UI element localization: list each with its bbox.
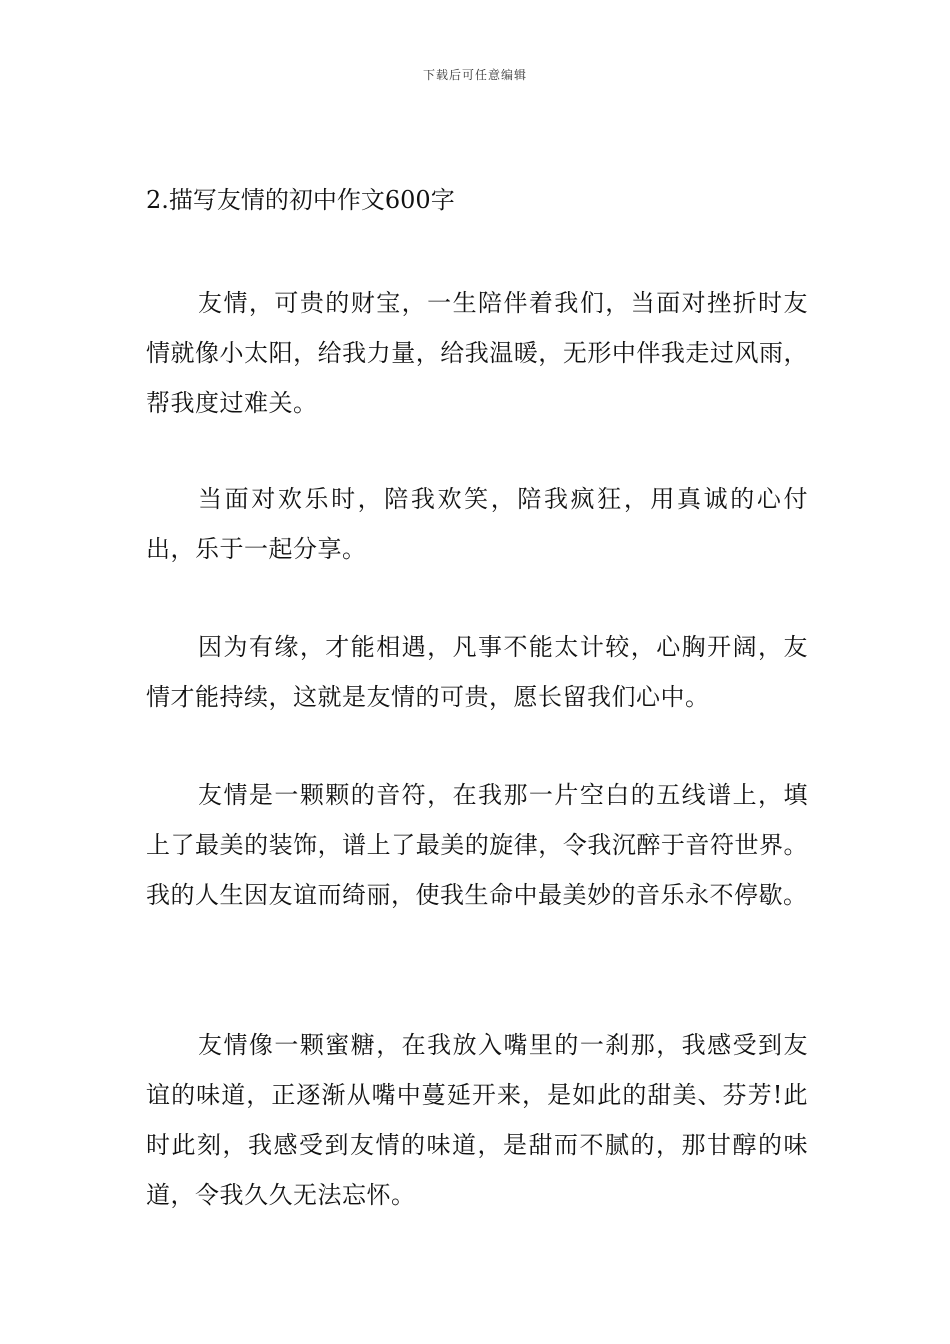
article-paragraph: 友情像一颗蜜糖，在我放入嘴里的一刹那，我感受到友谊的味道，正逐渐从嘴中蔓延开来，是如此的甜美、芬芳!此时此刻，我感受到友情的味道，是甜而不腻的，那甘醇的味道，令我久久无法忘怀。 (146, 1031, 808, 1209)
article-paragraph: 友情是一颗颗的音符，在我那一片空白的五线谱上，填上了最美的装饰，谱上了最美的旋律，令我沉醉于音符世界。我的人生因友谊而绮丽，使我生命中最美妙的音乐永不停歇。 (146, 781, 808, 909)
page-header-note: 下载后可任意编辑 (422, 68, 527, 82)
article-title: 2.描写友情的初中作文600字 (146, 186, 455, 214)
article-paragraph: 友情，可贵的财宝，一生陪伴着我们，当面对挫折时友情就像小太阳，给我力量，给我温暖，无形中伴我走过风雨，帮我度过难关。 (146, 289, 808, 417)
article-paragraph: 当面对欢乐时，陪我欢笑，陪我疯狂，用真诚的心付出，乐于一起分享。 (146, 485, 808, 563)
article-paragraph: 因为有缘，才能相遇，凡事不能太计较，心胸开阔，友情才能持续，这就是友情的可贵，愿长留我们心中。 (146, 633, 808, 711)
